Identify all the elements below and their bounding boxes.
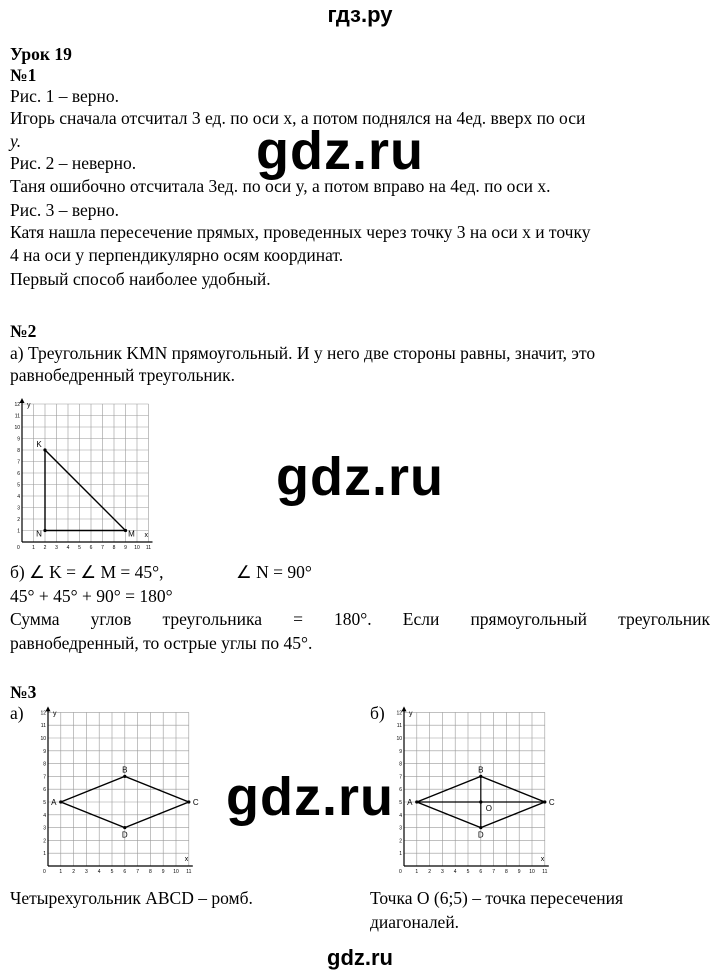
task3-caption-b: Точка O (6;5) – точка пересечения: [370, 888, 624, 908]
task2-angles-right: ∠ N = 90°: [236, 562, 312, 582]
vertex-label: K: [36, 440, 42, 449]
origin-label: 0: [43, 869, 46, 875]
y-tick-label: 9: [43, 748, 46, 755]
y-tick-label: 5: [399, 800, 402, 806]
y-tick-label: 3: [43, 825, 46, 832]
x-tick-label: 7: [101, 545, 104, 551]
task1-line: 4 на оси y перпендикулярно осям координат.: [10, 245, 344, 265]
task1-line: Рис. 1 – верно.: [10, 86, 120, 106]
y-tick-label: 2: [17, 517, 20, 523]
center-point: [479, 800, 482, 803]
site-header: гдз.ру: [327, 2, 393, 27]
origin-label: 0: [399, 869, 402, 875]
x-tick-label: 1: [59, 869, 63, 875]
x-tick-label: 2: [43, 545, 47, 551]
vertex-point: [415, 800, 418, 803]
y-axis-arrow: [402, 706, 407, 711]
vertex-label: N: [36, 529, 42, 539]
task2-conclusion: равнобедренный, то острые углы по 45°.: [10, 633, 313, 653]
task1-line: Рис. 2 – неверно.: [10, 153, 137, 173]
site-footer: gdz.ru: [327, 945, 393, 970]
vertex-point: [123, 826, 126, 829]
x-tick-label: 3: [85, 869, 88, 875]
y-tick-label: 11: [40, 723, 46, 730]
vertex-label: A: [51, 798, 57, 807]
y-axis-arrow: [20, 398, 25, 403]
y-tick-label: 10: [14, 425, 20, 431]
task1-line: Рис. 3 – верно.: [10, 200, 120, 220]
x-tick-label: 10: [134, 545, 140, 551]
y-tick-label: 4: [43, 812, 46, 819]
y-tick-label: 11: [396, 723, 402, 730]
y-tick-label: 6: [43, 787, 46, 794]
rhombus-graph-b: [390, 702, 568, 880]
x-axis-label: x: [184, 856, 189, 863]
y-tick-label: 5: [17, 482, 20, 489]
task1-line: y.: [10, 131, 22, 151]
y-tick-label: 3: [17, 505, 20, 512]
x-tick-label: 2: [72, 869, 75, 875]
y-tick-label: 1: [17, 528, 20, 535]
y-tick-label: 6: [399, 787, 402, 794]
x-tick-label: 7: [136, 869, 139, 875]
x-tick-label: 6: [89, 545, 93, 551]
y-tick-label: 2: [399, 838, 402, 845]
x-tick-label: 5: [78, 545, 81, 551]
x-tick-label: 1: [415, 869, 419, 875]
x-tick-label: 11: [145, 545, 152, 551]
x-tick-label: 10: [529, 869, 535, 875]
y-tick-label: 6: [17, 471, 20, 477]
task2-sum: 45° + 45° + 90° = 180°: [10, 586, 173, 606]
x-tick-label: 2: [428, 869, 431, 875]
x-tick-label: 9: [517, 869, 521, 875]
vertex-point: [543, 800, 546, 803]
task2-text: равнобедренный треугольник.: [10, 365, 236, 385]
task3-number: №3: [10, 682, 37, 702]
y-tick-label: 9: [399, 748, 402, 755]
x-axis-label: x: [144, 532, 148, 539]
triangle-kmn: [45, 450, 126, 531]
y-tick-label: 7: [43, 774, 46, 781]
y-tick-label: 1: [399, 851, 402, 858]
task3-caption-b: диагоналей.: [370, 912, 460, 932]
task3-caption-a: Четырехугольник ABCD – ромб.: [10, 888, 253, 908]
y-tick-label: 8: [43, 761, 46, 768]
watermark: gdz.ru: [256, 121, 424, 181]
task1-number: №1: [10, 65, 37, 85]
x-axis-label: x: [540, 856, 545, 863]
y-tick-label: 11: [14, 413, 20, 420]
x-tick-label: 4: [97, 869, 101, 875]
y-tick-label: 7: [17, 459, 20, 466]
y-tick-label: 8: [399, 761, 402, 768]
y-tick-label: 2: [43, 838, 46, 845]
vertex-point: [59, 800, 62, 803]
task2-conclusion: Сумма углов треугольника = 180°. Если прямоугольный треугольник: [10, 609, 710, 629]
vertex-label: B: [122, 765, 128, 775]
y-tick-label: 12: [14, 402, 20, 408]
y-axis-label: y: [53, 710, 57, 718]
vertex-point: [124, 529, 127, 532]
vertex-label: D: [121, 830, 128, 840]
x-tick-label: 6: [123, 869, 127, 875]
x-tick-label: 1: [32, 545, 35, 551]
origin-label: 0: [17, 545, 20, 551]
triangle-graph: [10, 387, 178, 554]
y-axis-arrow: [46, 706, 51, 711]
x-tick-label: 8: [505, 869, 508, 875]
y-tick-label: 7: [399, 774, 402, 781]
x-tick-label: 6: [479, 869, 483, 875]
lesson-title: Урок 19: [10, 44, 72, 64]
rhombus-graph-a: [34, 702, 212, 880]
task1-line: Таня ошибочно отсчитала 3ед. по оси y, а потом вправо на 4ед. по оси x.: [10, 176, 551, 196]
center-label: O: [485, 804, 493, 813]
y-axis-label: y: [409, 710, 413, 718]
vertex-label: M: [128, 529, 135, 539]
vertex-point: [123, 775, 126, 778]
watermark: gdz.ru: [226, 767, 394, 827]
x-tick-label: 5: [110, 869, 114, 875]
y-tick-label: 1: [43, 851, 46, 858]
task3-label-a: а): [10, 703, 24, 723]
y-tick-label: 10: [40, 736, 46, 742]
y-tick-label: 4: [17, 494, 20, 500]
y-tick-label: 9: [17, 436, 20, 443]
y-tick-label: 4: [399, 812, 402, 819]
x-tick-label: 5: [466, 869, 470, 875]
vertex-point: [187, 800, 190, 803]
task2-angles-left: б) ∠ K = ∠ M = 45°,: [10, 562, 164, 582]
watermark: gdz.ru: [276, 447, 444, 507]
y-tick-label: 5: [43, 800, 46, 806]
task1-line: Катя нашла пересечение прямых, проведенных через точку 3 на оси x и точку: [10, 222, 591, 242]
y-tick-label: 3: [399, 825, 402, 832]
task3-label-b: б): [370, 703, 385, 723]
y-axis-label: y: [27, 402, 31, 409]
vertex-label: C: [192, 798, 199, 807]
x-tick-label: 11: [186, 869, 192, 875]
y-tick-label: 8: [17, 448, 20, 454]
x-tick-label: 8: [112, 545, 116, 551]
vertex-label: D: [477, 830, 484, 840]
task1-line: Первый способ наиболее удобный.: [10, 269, 271, 289]
x-tick-label: 10: [173, 869, 179, 875]
vertex-label: C: [548, 798, 555, 807]
task2-text: а) Треугольник KMN прямоугольный. И у него две стороны равны, значит, это: [10, 343, 596, 363]
task2-number: №2: [10, 321, 37, 341]
y-tick-label: 12: [40, 710, 46, 717]
x-tick-label: 4: [66, 545, 70, 551]
x-tick-label: 8: [149, 869, 152, 875]
x-tick-label: 3: [441, 869, 444, 875]
vertex-point: [43, 529, 46, 532]
vertex-point: [479, 826, 482, 829]
vertex-point: [43, 448, 46, 451]
x-tick-label: 3: [55, 545, 58, 551]
vertex-label: A: [407, 798, 413, 807]
x-tick-label: 4: [453, 869, 457, 875]
x-tick-label: 9: [124, 545, 127, 551]
vertex-label: B: [478, 765, 484, 775]
x-tick-label: 9: [161, 869, 165, 875]
vertex-point: [479, 775, 482, 778]
y-tick-label: 10: [396, 736, 402, 742]
y-tick-label: 12: [396, 710, 402, 717]
task1-line: Игорь сначала отсчитал 3 ед. по оси x, а потом поднялся на 4ед. вверх по оси: [10, 108, 586, 128]
x-tick-label: 7: [492, 869, 495, 875]
x-tick-label: 11: [542, 869, 548, 875]
